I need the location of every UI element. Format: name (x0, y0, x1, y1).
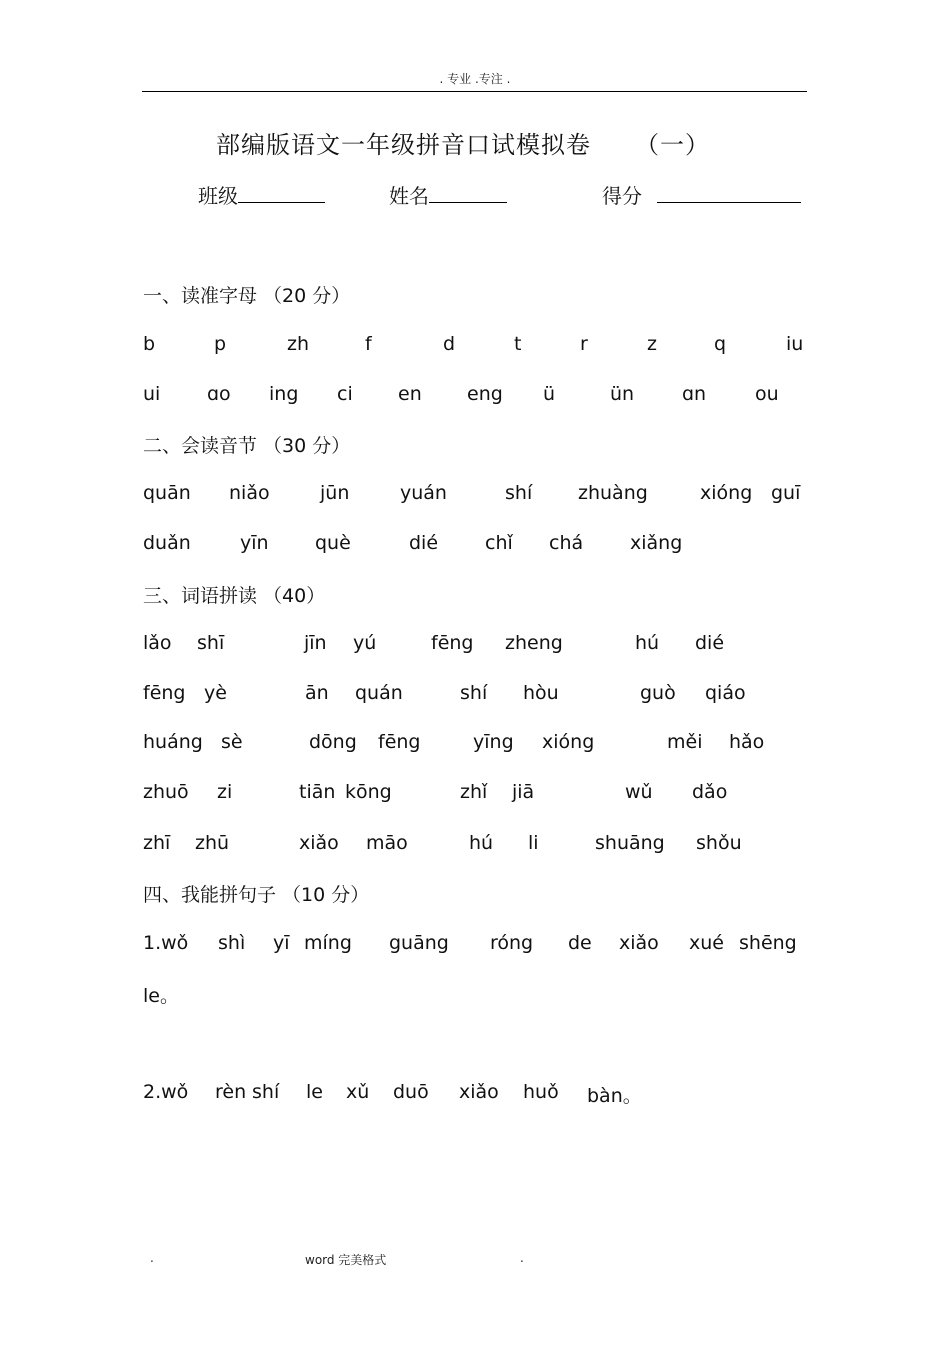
sentence-syllable: míng (304, 932, 352, 954)
header-rule (142, 91, 807, 92)
sentence-syllable: shēng (739, 932, 797, 954)
class-label: 班级 (198, 184, 238, 208)
sentence-syllable: 2.wǒ (143, 1081, 189, 1103)
syllable: duǎn (143, 532, 191, 554)
word-syllable: shuāng (595, 832, 665, 854)
sentence-syllable: xué (689, 932, 724, 954)
sentence-syllable: le (306, 1081, 323, 1103)
section1-heading: 一、读准字母 （20 分） (143, 285, 351, 307)
letter: d (443, 333, 456, 355)
sentence-syllable: róng (490, 932, 534, 954)
word-syllable: qiáo (705, 682, 746, 704)
letter: en (398, 383, 422, 405)
class-field (198, 180, 325, 209)
syllable: jūn (320, 482, 350, 504)
letter: p (214, 333, 227, 355)
syllable: chǐ (485, 532, 513, 554)
letter: eng (467, 383, 503, 405)
word-syllable: dǎo (692, 781, 728, 803)
sentence-syllable: huǒ (523, 1081, 559, 1103)
sentence-syllable: yī (273, 932, 290, 954)
word-syllable: wǔ (625, 781, 653, 803)
word-syllable: zhǐ (460, 781, 488, 803)
word-syllable: jīn (304, 632, 327, 654)
section4-heading: 四、我能拼句子 （10 分） (143, 884, 370, 906)
word-syllable: ān (305, 682, 329, 704)
sentence-1-end: le。 (143, 985, 179, 1007)
word-syllable: jiā (512, 781, 535, 803)
word-syllable: guò (640, 682, 676, 704)
syllable: guī (771, 482, 801, 504)
word-syllable: yè (204, 682, 227, 704)
sentence-syllable: shì (218, 932, 246, 954)
letter: ou (755, 383, 779, 405)
word-syllable: dōng (309, 731, 357, 753)
syllable: què (315, 532, 351, 554)
letter: ui (143, 383, 161, 405)
footer-right-dot: . (520, 1251, 524, 1265)
word-syllable: xióng (542, 731, 595, 753)
sentence-syllable: xiǎo (459, 1081, 499, 1103)
syllable: shí (505, 482, 533, 504)
syllable: yīn (240, 532, 269, 554)
letter: r (580, 333, 588, 355)
letter: b (143, 333, 156, 355)
syllable: xióng (700, 482, 753, 504)
word-syllable: zheng (505, 632, 563, 654)
score-blank[interactable] (657, 182, 801, 203)
syllable: chá (549, 532, 584, 554)
word-syllable: huáng (143, 731, 203, 753)
word-syllable: lǎo (143, 632, 172, 654)
word-syllable: fēng (143, 682, 186, 704)
word-syllable: zhī (143, 832, 171, 854)
sentence-syllable: guāng (389, 932, 449, 954)
letter: iu (786, 333, 804, 355)
word-syllable: hú (635, 632, 660, 654)
letter: ɑn (682, 383, 707, 405)
score-field (602, 180, 801, 209)
syllable: quān (143, 482, 191, 504)
word-syllable: sè (221, 731, 243, 753)
syllable: zhuàng (578, 482, 648, 504)
title-main: 部编版语文一年级拼音口试模拟卷 (216, 131, 591, 159)
word-syllable: fēng (431, 632, 474, 654)
word-syllable: hǎo (729, 731, 765, 753)
syllable: yuán (400, 482, 447, 504)
sentence-syllable: duō (393, 1081, 429, 1103)
syllable: xiǎng (630, 532, 683, 554)
sentence-syllable: rèn (215, 1081, 247, 1103)
word-syllable: yú (353, 632, 377, 654)
letter: z (647, 333, 657, 355)
word-syllable: shǒu (696, 832, 742, 854)
footer-left-dot: . (150, 1251, 154, 1265)
sentence-syllable: xǔ (346, 1081, 370, 1103)
word-syllable: li (528, 832, 539, 854)
letter: t (514, 333, 522, 355)
footer-text: word 完美格式 (305, 1253, 387, 1267)
word-syllable: zhuō (143, 781, 189, 803)
word-syllable: hú (469, 832, 494, 854)
word-syllable: shī (197, 632, 225, 654)
word-syllable: dié (695, 632, 725, 654)
letter: ing (269, 383, 299, 405)
sentence-syllable: de (568, 932, 592, 954)
class-blank[interactable] (238, 182, 325, 203)
section3-heading: 三、词语拼读 （40） (143, 585, 326, 607)
word-syllable: měi (667, 731, 703, 753)
word-syllable: hòu (523, 682, 559, 704)
page-title (216, 125, 710, 160)
letter: ü (543, 383, 556, 405)
word-syllable: tiān (299, 781, 336, 803)
page-header: . 专业 .专注 . (439, 72, 511, 86)
sentence-syllable: xiǎo (619, 932, 659, 954)
syllable: niǎo (229, 482, 270, 504)
sentence-syllable: bàn。 (587, 1085, 642, 1107)
word-syllable: xiǎo (299, 832, 339, 854)
sentence-syllable: shí (252, 1081, 280, 1103)
letter: ci (337, 383, 353, 405)
word-syllable: quán (355, 682, 403, 704)
word-syllable: shí (460, 682, 488, 704)
score-label: 得分 (602, 184, 642, 208)
name-blank[interactable] (429, 182, 507, 203)
letter: f (365, 333, 372, 355)
word-syllable: fēng (378, 731, 421, 753)
name-field (389, 180, 507, 209)
word-syllable: māo (366, 832, 408, 854)
letter: q (714, 333, 727, 355)
syllable: dié (409, 532, 439, 554)
word-syllable: zi (217, 781, 233, 803)
section2-heading: 二、会读音节 （30 分） (143, 435, 351, 457)
word-syllable: zhū (195, 832, 230, 854)
letter: ün (610, 383, 635, 405)
letter: ɑo (207, 383, 231, 405)
title-suffix: （一） (635, 131, 710, 159)
sentence-syllable: 1.wǒ (143, 932, 189, 954)
word-syllable: yīng (473, 731, 514, 753)
word-syllable: kōng (345, 781, 392, 803)
letter: zh (287, 333, 310, 355)
name-label: 姓名 (389, 184, 429, 208)
